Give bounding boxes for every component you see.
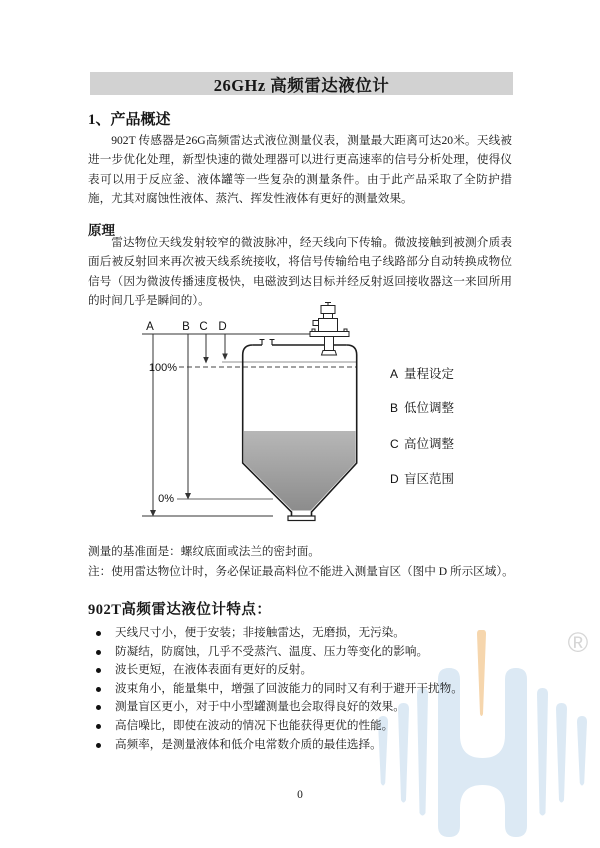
list-item (88, 717, 518, 736)
features-list (88, 624, 518, 754)
section-heading-overview: 1、产品概述 (88, 112, 171, 128)
tank-material-fill (244, 431, 356, 511)
legend-label-a: 量程设定 (404, 367, 455, 381)
feature-text: 防凝结，防腐蚀，几乎不受蒸汽、温度、压力等变化的影响。 (115, 644, 429, 658)
section-heading-principle: 原理 (88, 223, 115, 238)
label-d: D (218, 321, 227, 333)
legend-label-b: 低位调整 (404, 401, 455, 415)
legend-key-b: B (390, 401, 399, 415)
label-100-percent: 100% (148, 362, 177, 374)
arrow-d-head (222, 354, 228, 361)
bullet-icon (96, 724, 101, 729)
bullet-icon (96, 743, 101, 748)
label-0-percent: 0% (158, 493, 174, 505)
list-item (88, 736, 518, 755)
sensor-side-connector (313, 321, 319, 326)
sensor-horn-antenna (322, 351, 337, 356)
legend-label-d: 盲区范围 (404, 472, 455, 486)
legend-key-a: A (390, 367, 399, 381)
registered-mark-icon: ® (567, 627, 589, 658)
document-title-bar (90, 72, 513, 95)
sensor-neck (324, 314, 333, 319)
feature-text: 测量盲区更小，对于中小型罐测量也会取得良好的效果。 (115, 700, 405, 714)
list-item (88, 698, 518, 717)
legend-key-c: C (390, 437, 399, 451)
feature-text: 高信噪比，即使在波动的情况下也能获得更优的性能。 (115, 718, 394, 732)
diagram-legend (390, 367, 455, 486)
section-heading-features: 902T高频雷达液位计特点： (88, 602, 272, 618)
measurement-basis-text: 测量的基准面是：螺纹底面或法兰的密封面。 (88, 545, 320, 558)
feature-text: 天线尺寸小，便于安装；非接触雷达，无磨损，无污染。 (115, 626, 405, 639)
tank-top-nozzle (260, 340, 275, 346)
label-b: B (182, 321, 190, 333)
list-item (88, 661, 518, 680)
feature-text: 波长更短，在液体表面有更好的反射。 (115, 663, 313, 677)
overview-paragraph: 902T 传感器是26G高频雷达式液位测量仪表，测量最大距离可达20米。天线被进一步优化处理，新型快速的微处理器可以进行更高速率的信号分析处理，使得仪表可以用于反应釜、液体罐等一些复杂的测量条件。由于此产品采取了全防护措施，尤其对腐蚀性液体、蒸汽、挥发性液体有更好的测量效果。 (88, 134, 512, 205)
label-a: A (146, 321, 154, 333)
radar-sensor (310, 303, 349, 356)
sensor-flange (310, 332, 349, 337)
legend-label-c: 高位调整 (404, 437, 455, 451)
bullet-icon (96, 705, 101, 710)
feature-text: 高频率，是测量液体和低介电常数介质的最佳选择。 (115, 737, 382, 751)
sensor-head (321, 306, 335, 314)
sensor-body (319, 319, 338, 332)
list-item (88, 643, 518, 662)
tank-level-diagram (88, 300, 512, 522)
arrow-b-head (185, 493, 191, 500)
bullet-icon (96, 668, 101, 673)
tank-outlet-flange (288, 516, 315, 521)
label-c: C (199, 321, 208, 333)
list-item (88, 624, 518, 643)
feature-text: 波束角小，能量集中，增强了回波能力的同时又有利于避开干扰物。 (115, 681, 463, 695)
legend-key-d: D (390, 472, 399, 486)
list-item (88, 680, 518, 699)
sensor-stem (325, 337, 334, 351)
arrow-c-head (203, 357, 209, 364)
blind-zone-note-text: 注：使用雷达物位计时，务必保证最高料位不能进入测量盲区（图中 D 所示区域）。 (88, 565, 514, 578)
document-title: 26GHz 高频雷达液位计 (213, 75, 390, 95)
bullet-icon (96, 687, 101, 692)
bullet-icon (96, 650, 101, 655)
page-number: 0 (297, 789, 303, 801)
principle-paragraph: 雷达物位天线发射较窄的微波脉冲，经天线向下传输。微波接触到被测介质表面后被反射回来再次被天线系统接收，将信号传输给电子线路部分自动转换成物位信号（因为微波传播速度极快，电磁波到达目标并经反射返回接收器这一来回所用的时间几乎是瞬间的）。 (88, 236, 512, 307)
bullet-icon (96, 631, 101, 636)
